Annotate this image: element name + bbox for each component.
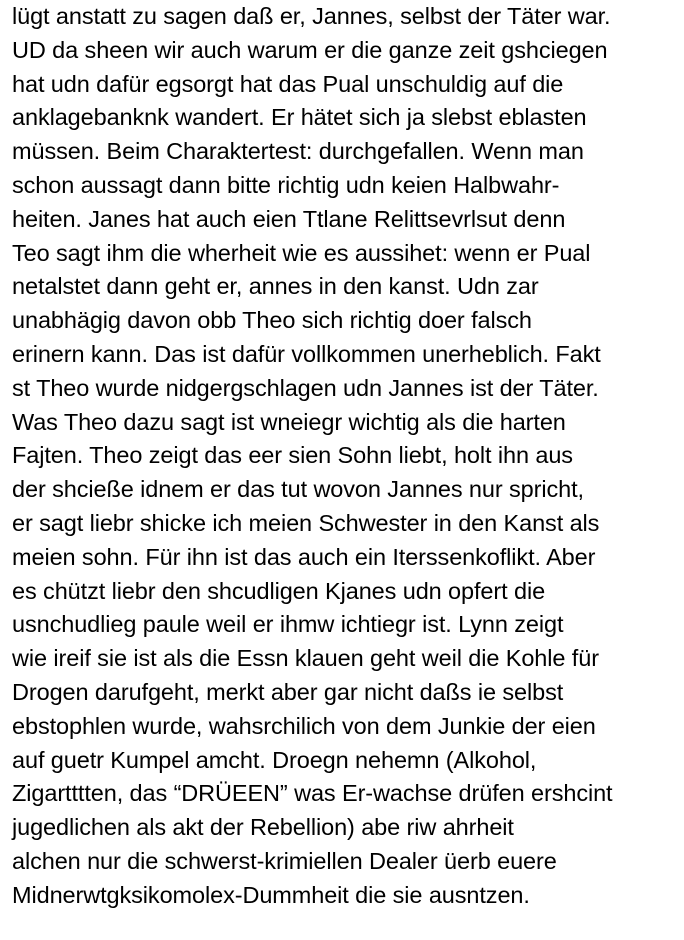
text-line: wie ireif sie ist als die Essn klauen geht weil die Kohle für [12, 645, 599, 672]
text-line: der shcieße idnem er das tut wovon Jannes nur spricht, [12, 476, 584, 503]
text-line: Was Theo dazu sagt ist wneiegr wichtig als die harten [12, 408, 566, 435]
text-line: erinern kann. Das ist dafür vollkommen unerheblich. Fakt [12, 340, 601, 367]
text-line: meien sohn. Für ihn ist das auch ein Iterssenkoflikt. Aber [12, 543, 596, 570]
text-line: Zigartttten, das “DRÜEEN” was Er-wachse drüfen ershcint [12, 780, 613, 807]
text-line: müssen. Beim Charaktertest: durchgefallen. Wenn man [12, 138, 584, 165]
text-line: Fajten. Theo zeigt das eer sien Sohn liebt, holt ihn aus [12, 442, 573, 469]
text-line: UD da sheen wir auch warum er die ganze zeit gshciegen [12, 36, 608, 63]
text-line: netalstet dann geht er, annes in den kanst. Udn zar [12, 273, 539, 300]
text-line: es chützt liebr den shcudligen Kjanes udn opfert die [12, 577, 546, 604]
text-line: ebstophlen wurde, wahsrchilich von dem Junkie der eien [12, 712, 596, 739]
text-line: Midnerwtgksikomolex-Dummheit die sie ausntzen. [12, 881, 530, 908]
document-text [12, 0, 676, 913]
text-line: jugedlichen als akt der Rebellion) abe riw ahrheit [12, 814, 514, 841]
text-line: er sagt liebr shicke ich meien Schwester in den Kanst als [12, 509, 600, 536]
text-line: Teo sagt ihm die wherheit wie es aussihet: wenn er Pual [12, 239, 591, 266]
text-line: anklagebanknk wandert. Er hätet sich ja slebst eblasten [12, 104, 587, 131]
text-line: Drogen darufgeht, merkt aber gar nicht daßs ie selbst [12, 678, 564, 705]
text-line: lügt anstatt zu sagen daß er, Jannes, selbst der Täter war. [12, 3, 611, 29]
text-line: hat udn dafür egsorgt hat das Pual unschuldig auf die [12, 70, 564, 97]
text-line: st Theo wurde nidgergschlagen udn Jannes ist der Täter. [12, 374, 599, 401]
text-line: unabhägig davon obb Theo sich richtig doer falsch [12, 307, 532, 334]
text-line: heiten. Janes hat auch eien Ttlane Relittsevrlsut denn [12, 205, 566, 232]
text-line: usnchudlieg paule weil er ihmw ichtiegr ist. Lynn zeigt [12, 611, 564, 638]
text-line: schon aussagt dann bitte richtig udn keien Halbwahr- [12, 171, 560, 198]
text-line: alchen nur die schwerst-krimiellen Dealer üerb euere [12, 847, 557, 874]
text-line: auf guetr Kumpel amcht. Droegn nehemn (Alkohol, [12, 746, 537, 773]
